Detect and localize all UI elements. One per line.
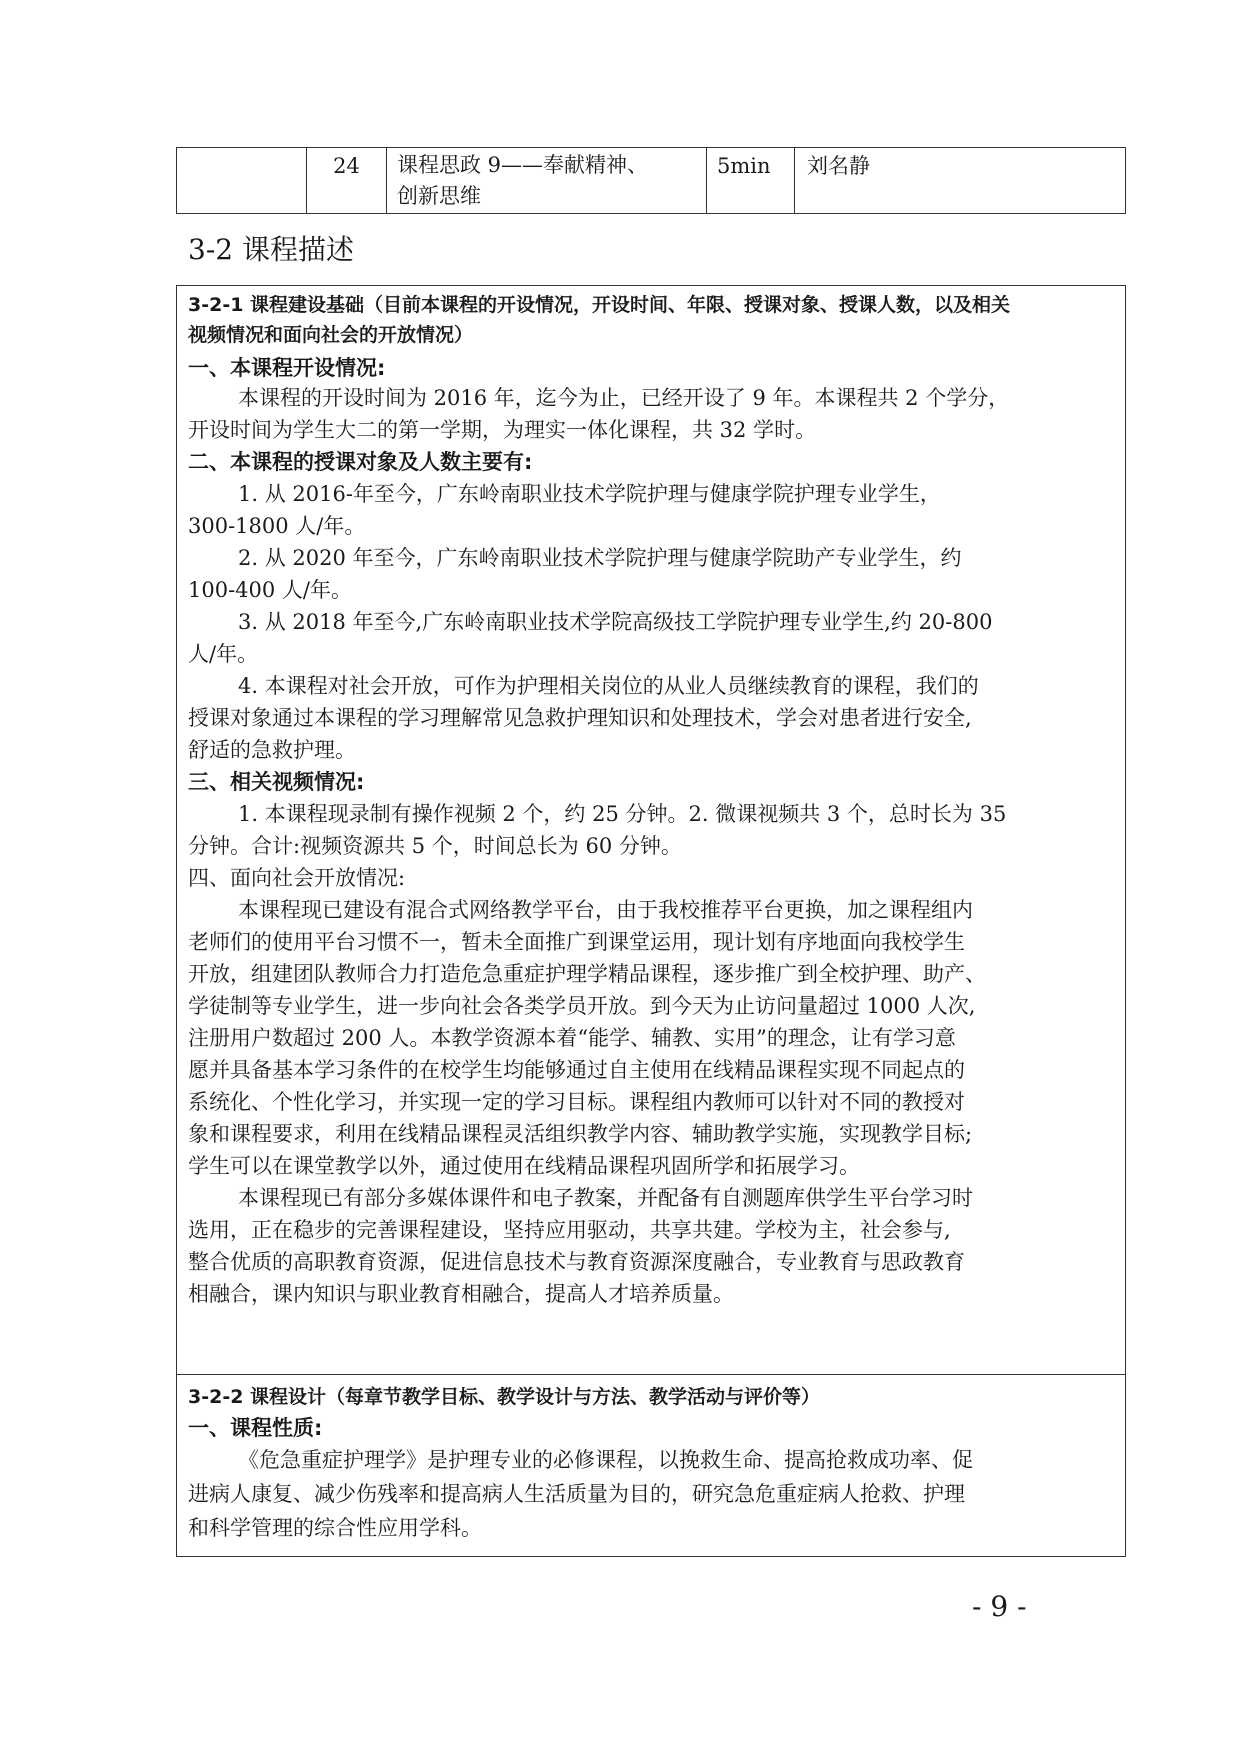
cell-person: 刘名静 — [807, 154, 870, 178]
section-heading: 3-2 课程描述 — [188, 233, 354, 266]
block1-open-line3: 开放，组建团队教师合力打造危急重症护理学精品课程，逐步推广到全校护理、助产、 — [188, 962, 986, 986]
course-table — [176, 147, 1126, 214]
block1-item4-line1: 4. 本课程对社会开放，可作为护理相关岗位的从业人员继续教育的课程，我们的 — [238, 674, 979, 698]
block1-item4-line2: 授课对象通过本课程的学习理解常见急救护理知识和处理技术，学会对患者进行安全, — [188, 706, 972, 730]
block1-heading-3: 三、相关视频情况: — [188, 770, 365, 794]
block1-heading-1: 一、本课程开设情况: — [188, 356, 386, 380]
block1-item3-line2: 人/年。 — [188, 642, 259, 666]
block2-label: 3-2-2 课程设计（每章节教学目标、教学设计与方法、教学活动与评价等） — [188, 1386, 821, 1408]
block1-label-line2: 视频情况和面向社会的开放情况） — [188, 324, 474, 346]
block1-item4-line3: 舒适的急救护理。 — [188, 738, 356, 762]
block1-heading-2: 二、本课程的授课对象及人数主要有: — [188, 450, 533, 474]
block1-item3-line1: 3. 从 2018 年至今,广东岭南职业技术学院高级技工学院护理专业学生,约 20-800 — [238, 610, 993, 634]
block1-video-line1: 1. 本课程现录制有操作视频 2 个，约 25 分钟。2. 微课视频共 3 个，总时长为 35 — [238, 802, 1007, 826]
block1-open-line2: 老师们的使用平台习惯不一，暂未全面推广到课堂运用，现计划有序地面向我校学生 — [188, 930, 965, 954]
block1-open-line4: 学徒制等专业学生，进一步向社会各类学员开放。到今天为止访问量超过 1000 人次, — [188, 994, 976, 1018]
block1-open-line8: 象和课程要求，利用在线精品课程灵活组织教学内容、辅助教学实施，实现教学目标; — [188, 1122, 973, 1146]
block1-media-line3: 整合优质的高职教育资源，促进信息技术与教育资源深度融合，专业教育与思政教育 — [188, 1250, 965, 1274]
block1-media-line1: 本课程现已有部分多媒体课件和电子教案，并配备有自测题库供学生平台学习时 — [238, 1186, 973, 1210]
cell-title — [387, 148, 707, 213]
block2-p-line1: 《危急重症护理学》是护理专业的必修课程，以挽救生命、提高抢救成功率、促 — [238, 1448, 973, 1472]
block1-open-line1: 本课程现已建设有混合式网络教学平台，由于我校推荐平台更换，加之课程组内 — [238, 898, 973, 922]
block1-video-line2: 分钟。合计:视频资源共 5 个，时间总长为 60 分钟。 — [188, 834, 682, 858]
block1-heading-4: 四、面向社会开放情况: — [188, 866, 406, 890]
block1-open-line9: 学生可以在课堂教学以外，通过使用在线精品课程巩固所学和拓展学习。 — [188, 1154, 860, 1178]
block2-heading-1: 一、课程性质: — [188, 1416, 323, 1440]
cell-duration: 5min — [707, 148, 795, 213]
block1-open-line5: 注册用户数超过 200 人。本教学资源本着“能学、辅教、实用”的理念，让有学习意 — [188, 1026, 956, 1050]
block1-media-line2: 选用，正在稳步的完善课程建设，坚持应用驱动，共享共建。学校为主，社会参与, — [188, 1218, 951, 1242]
block1-item1-line2: 300-1800 人/年。 — [188, 514, 366, 538]
cell-title-line1: 课程思政 9——奉献精神、 — [397, 153, 649, 177]
block1-label-line1: 3-2-1 课程建设基础（目前本课程的开设情况，开设时间、年限、授课对象、授课人数，以及相关 — [188, 294, 1011, 316]
page-number: - 9 - — [972, 1590, 1027, 1623]
block1-item2-line1: 2. 从 2020 年至今，广东岭南职业技术学院护理与健康学院助产专业学生，约 — [238, 546, 962, 570]
block1-open-line6: 愿并具备基本学习条件的在校学生均能够通过自主使用在线精品课程实现不同起点的 — [188, 1058, 965, 1082]
cell-blank — [177, 148, 307, 213]
block1-p1-line1: 本课程的开设时间为 2016 年，迄今为止，已经开设了 9 年。本课程共 2 个学分， — [238, 386, 1010, 410]
cell-number: 24 — [307, 148, 387, 213]
block1-p1-line2: 开设时间为学生大二的第一学期，为理实一体化课程，共 32 学时。 — [188, 418, 817, 442]
block1-item2-line2: 100-400 人/年。 — [188, 578, 353, 602]
block1-media-line4: 相融合，课内知识与职业教育相融合，提高人才培养质量。 — [188, 1282, 734, 1306]
cell-title-line2: 创新思维 — [397, 184, 481, 208]
block2-p-line3: 和科学管理的综合性应用学科。 — [188, 1516, 482, 1540]
block1-item1-line1: 1. 从 2016-年至今，广东岭南职业技术学院护理与健康学院护理专业学生， — [238, 482, 941, 506]
block2-p-line2: 进病人康复、减少伤残率和提高病人生活质量为目的，研究急危重症病人抢救、护理 — [188, 1482, 965, 1506]
block1-open-line7: 系统化、个性化学习，并实现一定的学习目标。课程组内教师可以针对不同的教授对 — [188, 1090, 965, 1114]
